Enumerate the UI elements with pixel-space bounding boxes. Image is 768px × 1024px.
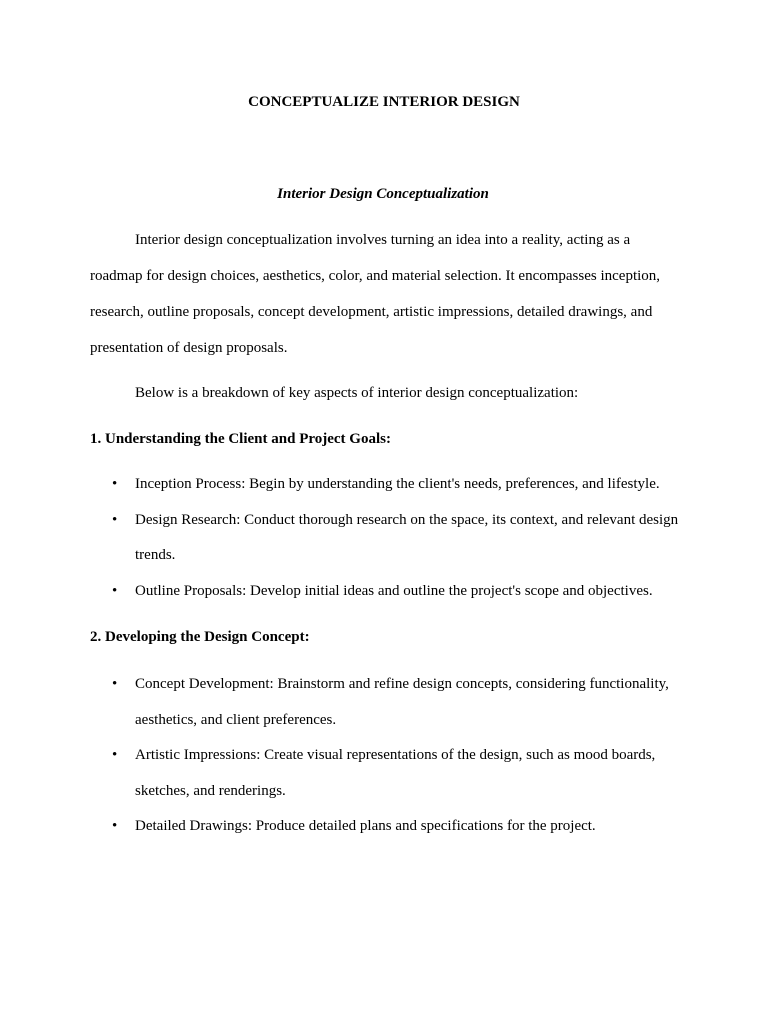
bullet-list-client-goals [90, 467, 680, 609]
bullet-icon: • [112, 747, 118, 763]
document-subtitle: Interior Design Conceptualization [277, 186, 489, 202]
lead-paragraph: Below is a breakdown of key aspects of interior design conceptualization: [135, 385, 579, 401]
section-heading-design-concept: 2. Developing the Design Concept: [90, 629, 310, 645]
document-title: CONCEPTUALIZE INTERIOR DESIGN [248, 94, 520, 110]
list-item-text: Design Research: Conduct thorough research on the space, its context, and relevant design trends. [135, 511, 679, 563]
list-item [90, 809, 680, 845]
bullet-icon: • [112, 511, 118, 528]
bullet-list-design-concept [90, 667, 680, 845]
list-item-text: Inception Process: Begin by understanding the client's needs, preferences, and lifestyle. [135, 476, 660, 492]
bullet-icon: • [112, 818, 118, 834]
intro-paragraph: Interior design conceptualization involves turning an idea into a reality, acting as a roadmap for design choices, aesthetics, color, and material selection. It encompasses inception, research, outline proposals, concept development, artistic impressions, detailed drawings, and presentation of design proposals. [90, 232, 661, 356]
list-item [90, 467, 680, 503]
list-item [90, 667, 680, 738]
bullet-icon: • [112, 476, 118, 492]
list-item-text: Concept Development: Brainstorm and refine design concepts, considering functionality, aesthetics, and client preferences. [135, 676, 669, 728]
bullet-icon: • [112, 582, 118, 599]
list-item [90, 738, 680, 809]
list-item [90, 574, 680, 610]
list-item-text: Artistic Impressions: Create visual representations of the design, such as mood boards, sketches, and renderings. [135, 747, 656, 799]
bullet-icon: • [112, 676, 118, 692]
list-item [90, 503, 680, 574]
list-item-text: Detailed Drawings: Produce detailed plans and specifications for the project. [135, 818, 596, 834]
section-heading-client-goals: 1. Understanding the Client and Project Goals: [90, 431, 391, 447]
list-item-text: Outline Proposals: Develop initial ideas and outline the project's scope and objectives. [135, 582, 653, 599]
